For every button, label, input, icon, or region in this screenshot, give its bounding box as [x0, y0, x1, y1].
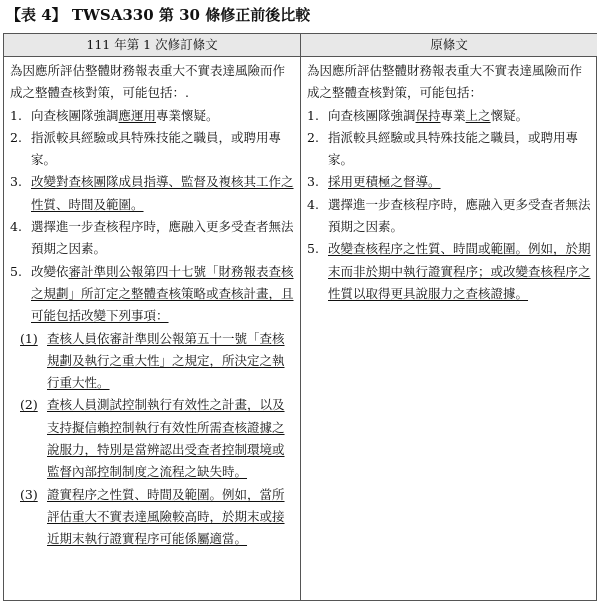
- revised-subitem-1: [20, 328, 294, 395]
- item-text: 選擇進一步查核程序時，應融入更多受查者無法預期之因素。: [328, 196, 591, 235]
- revised-underlined-text: 查核人員測試控制執行有效性之計畫，以及支持擬信賴控制執行有效性所需查核證據之說服力，特別是當辨認出受查者控制環境或監督內部控制制度之流程之缺失時。: [47, 397, 285, 480]
- revised-subitem-2: [20, 394, 294, 483]
- deleted-underlined-text: 上之: [465, 107, 491, 123]
- item-number: 2.: [307, 129, 319, 145]
- revised-item-1: [10, 105, 294, 127]
- table-title: 【表 4】 TWSA330 第 30 條修正前後比較: [6, 6, 311, 24]
- text-fragment: 向查核團隊強調: [31, 107, 119, 123]
- item-text: 指派較具經驗或具特殊技能之職員，或聘用專家。: [31, 129, 282, 168]
- item-number: 5.: [307, 241, 319, 257]
- subitem-number: (1): [20, 330, 38, 346]
- item-text: 選擇進一步查核程序時，應融入更多受查者無法預期之因素。: [31, 219, 294, 257]
- original-column-body: [301, 57, 597, 305]
- deleted-underlined-text: 保持: [415, 107, 441, 123]
- revised-item-4: [10, 216, 294, 261]
- item-number: 5.: [10, 263, 22, 279]
- revised-column-header: 111 年第 1 次修訂條文: [4, 34, 300, 57]
- item-number: 4.: [307, 196, 319, 212]
- subitem-number: (3): [20, 486, 38, 502]
- revised-item-3: [10, 171, 294, 216]
- revised-column-body: [4, 57, 300, 551]
- item-number: 3.: [307, 174, 319, 190]
- revised-underlined-text: 證實程序之性質、時間及範圍。例如，當所評估重大不實表達風險較高時，於期末或接近期末執行證實程序可能係屬適當。: [47, 486, 285, 547]
- comparison-table: [3, 33, 597, 601]
- revised-underlined-text: 應運用: [118, 107, 157, 123]
- revised-underlined-text: 改變對查核團隊成員指導、監督及複核其工作之性質、時間及範圍。: [31, 174, 294, 212]
- deleted-underlined-text: 改變查核程序之性質、時間或範圍。例如，於期末而非於期中執行證實程序；或改變查核程序之性質以取得更具說服力之查核證據。: [328, 241, 591, 301]
- original-column-header: 原條文: [301, 34, 597, 57]
- revised-item-2: [10, 127, 294, 172]
- revised-item-5: [10, 261, 294, 328]
- original-item-3: [307, 171, 591, 193]
- item-text: [328, 105, 591, 127]
- item-text: [31, 105, 294, 127]
- text-fragment: 專業懷疑。: [156, 107, 219, 123]
- item-number: 1.: [10, 107, 22, 123]
- subitem-number: (2): [20, 397, 38, 413]
- original-item-1: [307, 105, 591, 127]
- item-number: 2.: [10, 129, 22, 145]
- item-number: 4.: [10, 219, 22, 235]
- revised-intro: 為因應所評估整體財務報表重大不實表達風險而作成之整體查核對策，可能包括：.: [10, 63, 286, 101]
- item-text: 指派較具經驗或具特殊技能之職員，或聘用專家。: [328, 129, 579, 168]
- deleted-underlined-text: 採用更積極之督導。: [328, 174, 441, 190]
- original-intro: 為因應所評估整體財務報表重大不實表達風險而作成之整體查核對策，可能包括：: [307, 63, 583, 101]
- original-item-4: [307, 194, 591, 239]
- original-item-5: [307, 238, 591, 305]
- text-fragment: 懷疑。: [490, 107, 529, 123]
- text-fragment: 專業: [440, 107, 466, 123]
- revised-underlined-text: 查核人員依審計準則公報第五十一號「查核規劃及執行之重大性」之規定，所決定之執行重大性。: [47, 330, 285, 391]
- original-item-2: [307, 127, 591, 172]
- item-text: [31, 261, 294, 328]
- revised-subitem-3: [20, 484, 294, 551]
- item-number: 3.: [10, 174, 22, 190]
- revised-column: [4, 34, 300, 600]
- text-fragment: 改變依: [31, 263, 69, 279]
- revised-underlined-text: 審計準則公報第四十七號「財務報表查核之規劃」所訂定之整體查核策略或查核計畫，且可能包括改變下列事項：: [31, 263, 294, 324]
- text-fragment: 向查核團隊強調: [328, 107, 416, 123]
- item-number: 1.: [307, 107, 319, 123]
- original-column: [300, 34, 597, 600]
